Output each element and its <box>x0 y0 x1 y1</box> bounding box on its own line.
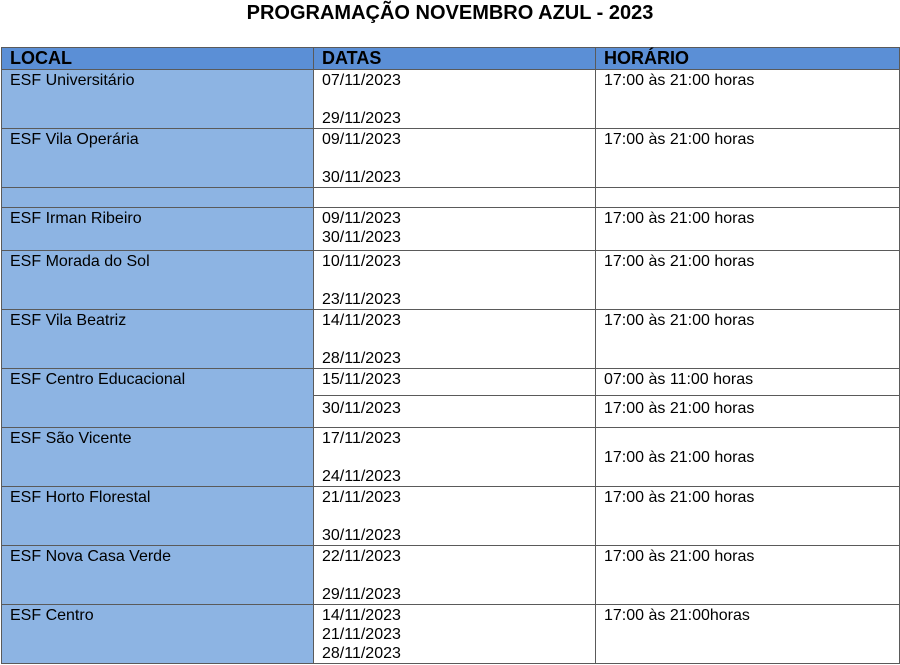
cell-time: 17:00 às 21:00 horas <box>596 546 900 605</box>
date-value: 07/11/2023 <box>322 72 401 89</box>
date-value: 22/11/2023 <box>322 548 401 565</box>
date-value: 09/11/2023 <box>322 131 401 148</box>
table-row <box>2 605 900 664</box>
date-value: 15/11/2023 <box>322 371 401 388</box>
date-value: 30/11/2023 <box>322 229 401 246</box>
cell-local: ESF Universitário <box>2 70 314 129</box>
cell-time: 17:00 às 21:00 horas <box>596 310 900 369</box>
cell-dates <box>314 428 596 487</box>
date-value: 14/11/2023 <box>322 607 401 624</box>
header-datas: DATAS <box>314 48 596 70</box>
cell-local: ESF Centro <box>2 605 314 664</box>
cell-time: 17:00 às 21:00 horas <box>596 129 900 188</box>
date-value: 30/11/2023 <box>322 527 401 544</box>
cell-time <box>596 396 900 428</box>
cell-dates <box>314 251 596 310</box>
date-value: 29/11/2023 <box>322 586 401 603</box>
cell-dates <box>314 487 596 546</box>
table-row <box>2 428 900 487</box>
date-value: 30/11/2023 <box>322 400 401 417</box>
cell-local: ESF Vila Operária <box>2 129 314 188</box>
date-value: 14/11/2023 <box>322 312 401 329</box>
table-row <box>2 208 900 251</box>
cell-dates <box>314 369 596 396</box>
date-value: 29/11/2023 <box>322 110 401 127</box>
cell-local-empty <box>2 188 314 208</box>
date-value: 09/11/2023 <box>322 210 401 227</box>
cell-time-empty <box>596 188 900 208</box>
cell-time: 07:00 às 11:00 horas <box>596 369 900 396</box>
header-local: LOCAL <box>2 48 314 70</box>
cell-local: ESF Horto Florestal <box>2 487 314 546</box>
cell-time: 17:00 às 21:00 horas <box>596 428 900 487</box>
table-row <box>2 546 900 605</box>
cell-local: ESF São Vicente <box>2 428 314 487</box>
table-row <box>2 70 900 129</box>
table-row <box>2 129 900 188</box>
cell-dates <box>314 605 596 664</box>
date-value: 10/11/2023 <box>322 253 401 270</box>
cell-time: 17:00 às 21:00 horas <box>596 208 900 251</box>
date-value: 21/11/2023 <box>322 626 401 643</box>
header-horario: HORÁRIO <box>596 48 900 70</box>
date-value: 21/11/2023 <box>322 489 401 506</box>
date-value: 24/11/2023 <box>322 468 401 485</box>
cell-local: ESF Centro Educacional <box>2 369 314 428</box>
cell-dates <box>314 396 596 428</box>
cell-dates <box>314 310 596 369</box>
time-value: 17:00 às 21:00 horas <box>604 400 755 417</box>
date-value: 28/11/2023 <box>322 350 401 367</box>
table-row <box>2 251 900 310</box>
cell-time: 17:00 às 21:00horas <box>596 605 900 664</box>
table-row <box>2 369 900 396</box>
date-value: 17/11/2023 <box>322 430 401 447</box>
date-value: 30/11/2023 <box>322 169 401 186</box>
cell-local: ESF Irman Ribeiro <box>2 208 314 251</box>
schedule-table <box>1 47 900 664</box>
date-value: 28/11/2023 <box>322 645 401 662</box>
cell-dates <box>314 70 596 129</box>
cell-dates <box>314 546 596 605</box>
cell-dates-empty <box>314 188 596 208</box>
cell-dates <box>314 129 596 188</box>
cell-time: 17:00 às 21:00 horas <box>596 70 900 129</box>
cell-time: 17:00 às 21:00 horas <box>596 251 900 310</box>
table-row <box>2 310 900 369</box>
cell-local: ESF Morada do Sol <box>2 251 314 310</box>
date-value: 23/11/2023 <box>322 291 401 308</box>
cell-local: ESF Vila Beatriz <box>2 310 314 369</box>
table-row <box>2 487 900 546</box>
table-row-empty <box>2 188 900 208</box>
page-title: PROGRAMAÇÃO NOVEMBRO AZUL - 2023 <box>246 2 654 24</box>
cell-time: 17:00 às 21:00 horas <box>596 487 900 546</box>
cell-dates <box>314 208 596 251</box>
table-header-row <box>2 48 900 70</box>
cell-local: ESF Nova Casa Verde <box>2 546 314 605</box>
